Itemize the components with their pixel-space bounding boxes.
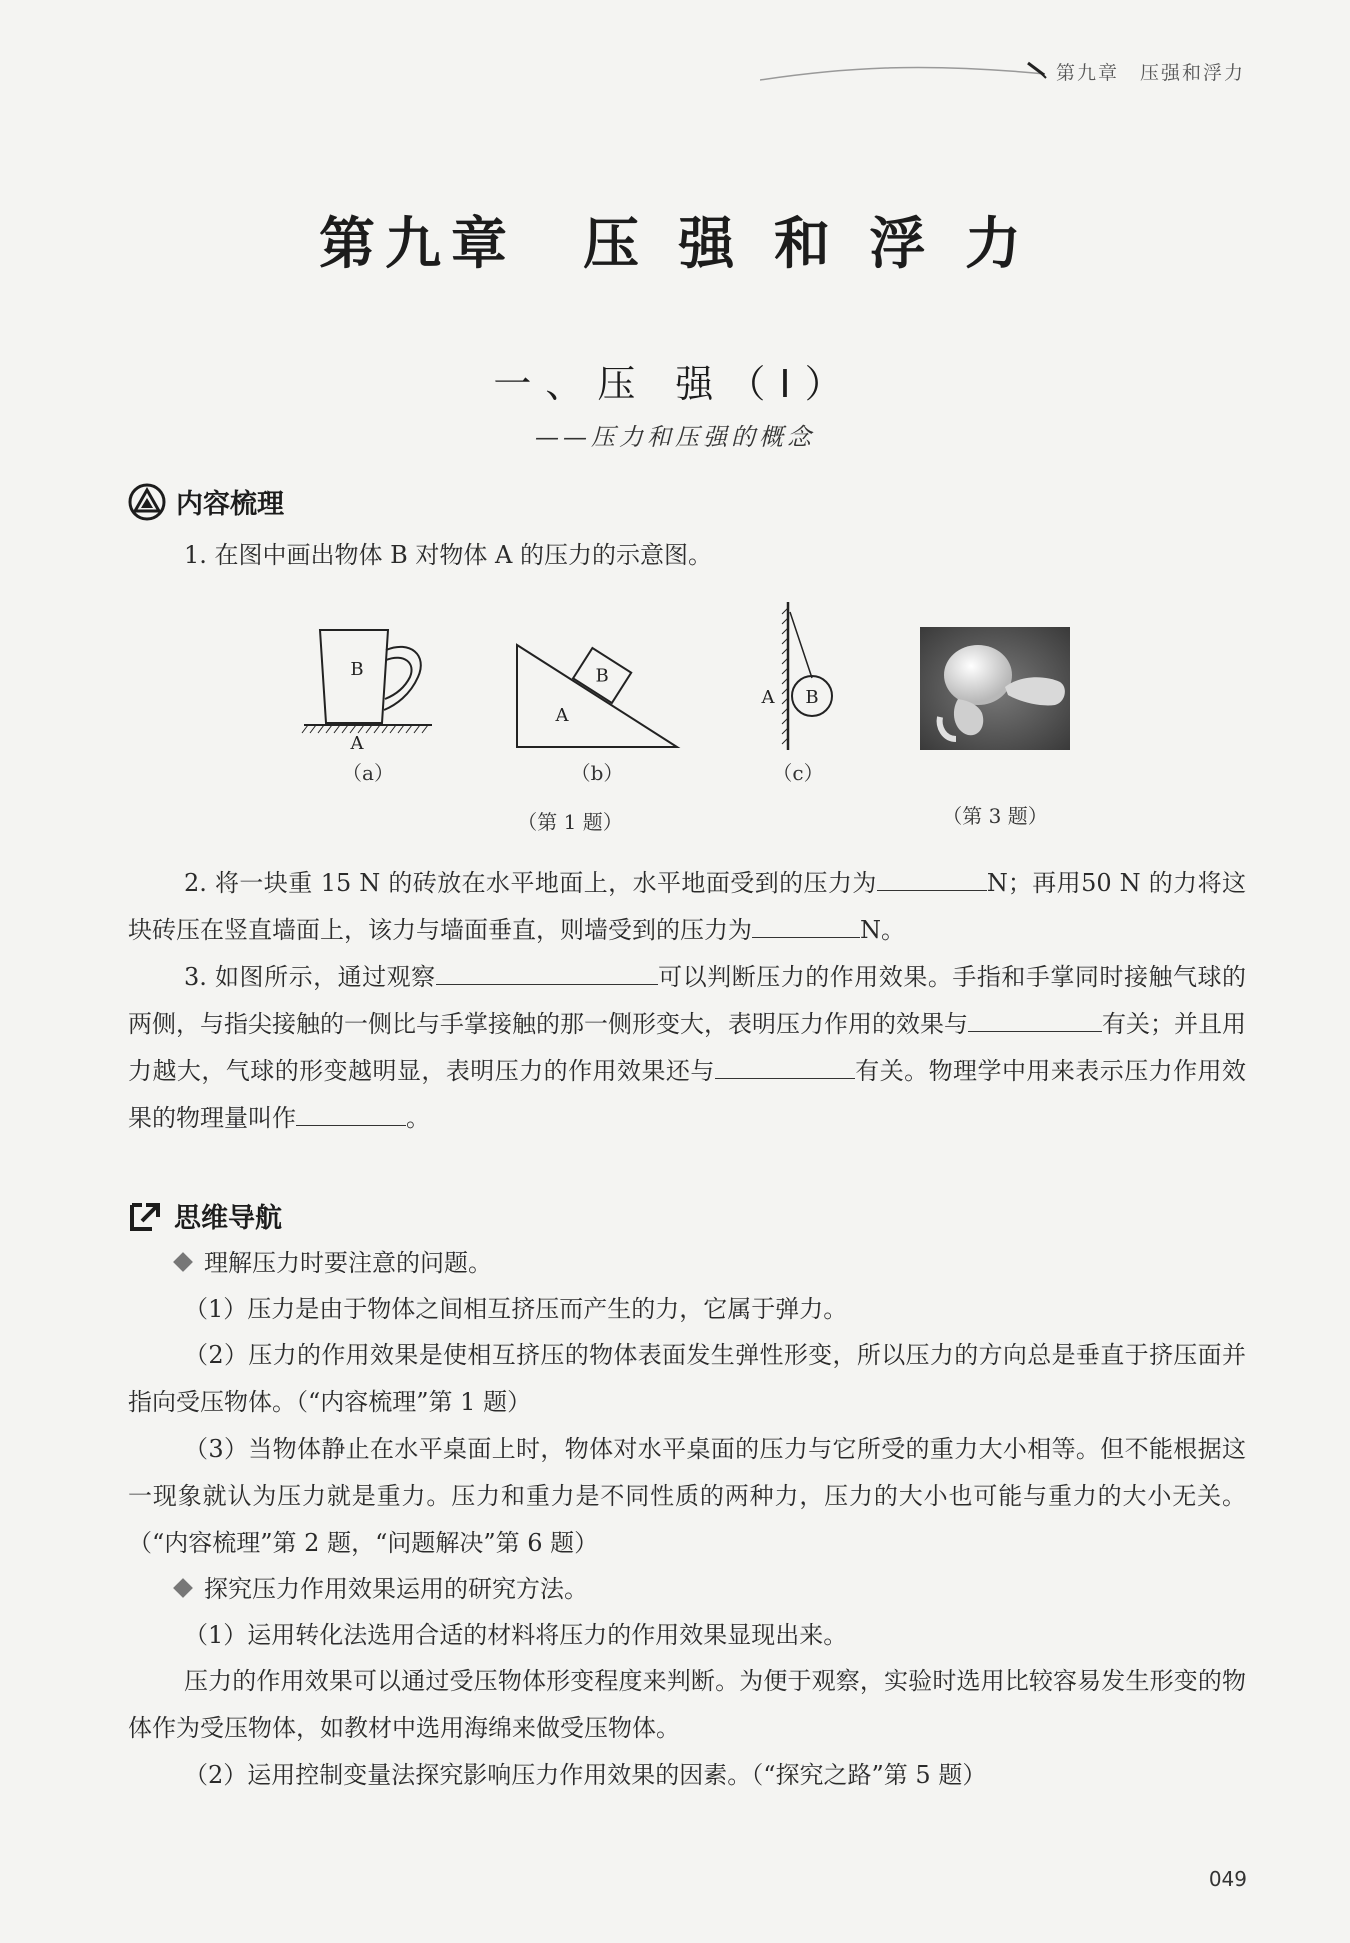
answer-blank-2-1[interactable] [877, 868, 987, 891]
chapter-title: 第九章 压 强 和 浮 力 [319, 211, 1031, 277]
question-3-part-3: 有关；并且用力越大，气球的形变越明显，表明压力的作用效果还与 [128, 1010, 1246, 1085]
diamond-bullet-icon [173, 1252, 193, 1272]
section-subtitle: ——压力和压强的概念 [535, 423, 815, 451]
answer-blank-2-2[interactable] [752, 915, 860, 938]
figure-a-label-b: B [350, 659, 364, 680]
header-decorative-curve [760, 60, 1050, 90]
thinking-point-1 [128, 1240, 1246, 1287]
thinking-point-1-text: 理解压力时要注意的问题。 [204, 1249, 492, 1277]
diamond-bullet-icon [173, 1578, 193, 1598]
content-section-heading-text: 内容梳理 [176, 489, 284, 520]
question-3-part-4: 有关。物理学中用来表示压力作用效果的物理量叫作 [128, 1057, 1247, 1132]
pen-icon [1026, 61, 1048, 79]
figure-3-caption: （第 3 题） [942, 804, 1048, 828]
thinking-item-4: （1）运用转化法选用合适的材料将压力的作用效果显现出来。 [184, 1621, 848, 1649]
answer-blank-3-3[interactable] [715, 1056, 855, 1079]
figure-b-caption: （b） [570, 761, 624, 785]
figure-c-caption: （c） [772, 761, 824, 785]
figure-b-label-b: B [595, 665, 609, 687]
running-header-text: 第九章 压强和浮力 [1055, 62, 1245, 84]
answer-blank-3-4[interactable] [296, 1103, 406, 1126]
figure-3-balloon-photo [920, 627, 1070, 750]
figure-c-ball-on-wall [752, 600, 852, 755]
answer-blank-3-1[interactable] [436, 962, 658, 985]
running-header [1026, 58, 1245, 85]
figure-a-caption: （a） [342, 761, 394, 785]
question-3-part-1: 3. 如图所示，通过观察 [184, 963, 436, 991]
thinking-item-5: 压力的作用效果可以通过受压物体形变程度来判断。为便于观察，实验时选用比较容易发生形变的物体作为受压物体，如教材中选用海绵来做受压物体。 [128, 1667, 1246, 1742]
question-2-part-1: 2. 将一块重 15 N 的砖放在水平地面上，水平地面受到的压力为 [184, 869, 877, 897]
thinking-point-2-text: 探究压力作用效果运用的研究方法。 [204, 1575, 588, 1603]
figure-a-label-a: A [350, 733, 364, 754]
figure-b-block-on-incline [517, 645, 677, 747]
thinking-point-2 [128, 1566, 1246, 1613]
question-2-part-3: N。 [860, 916, 905, 944]
arrow-box-icon [128, 1199, 164, 1233]
figure-1-caption: （第 1 题） [517, 810, 623, 834]
page-number: 049 [1208, 1867, 1247, 1891]
thinking-item-3: （3）当物体静止在水平桌面上时，物体对水平桌面的压力与它所受的重力大小相等。但不能根据这一现象就认为压力就是重力。压力和重力是不同性质的两种力，压力的大小也可能与重力的大小无关。（“内容梳理”第 2 题，“问题解决”第 6 题） [128, 1435, 1246, 1557]
question-3-part-5: 。 [406, 1104, 430, 1132]
question-2 [128, 860, 1246, 954]
question-1: 1. 在图中画出物体 B 对物体 A 的压力的示意图。 [184, 541, 713, 569]
section-title: 一、压 强（Ⅰ） [493, 362, 857, 406]
figure-c-label-a: A [761, 687, 775, 708]
question-2-part-2: N；再用50 N 的力将这块砖压在竖直墙面上，该力与墙面垂直，则墙受到的压力为 [128, 869, 1246, 944]
thinking-item-6: （2）运用控制变量法探究影响压力作用效果的因素。（“探究之路”第 5 题） [184, 1761, 987, 1789]
question-3-part-2: 可以判断压力的作用效果。手指和手掌同时接触气球的两侧，与指尖接触的一侧比与手掌接触的那一侧形变大，表明压力作用的效果与 [128, 963, 1247, 1038]
thinking-section-heading [128, 1196, 282, 1235]
thinking-section-heading-text: 思维导航 [174, 1203, 282, 1234]
content-section-heading [128, 482, 284, 521]
figure-c-label-b: B [805, 687, 819, 708]
triangle-circle-icon [128, 483, 166, 521]
answer-blank-3-2[interactable] [968, 1009, 1102, 1032]
thinking-item-2: （2）压力的作用效果是使相互挤压的物体表面发生弹性形变，所以压力的方向总是垂直于挤压面并指向受压物体。（“内容梳理”第 1 题） [128, 1341, 1246, 1416]
question-3 [128, 954, 1246, 1142]
thinking-item-1: （1）压力是由于物体之间相互挤压而产生的力，它属于弹力。 [184, 1295, 848, 1323]
figure-b-label-a: A [555, 705, 569, 726]
figure-a-cup-on-table [300, 615, 440, 755]
